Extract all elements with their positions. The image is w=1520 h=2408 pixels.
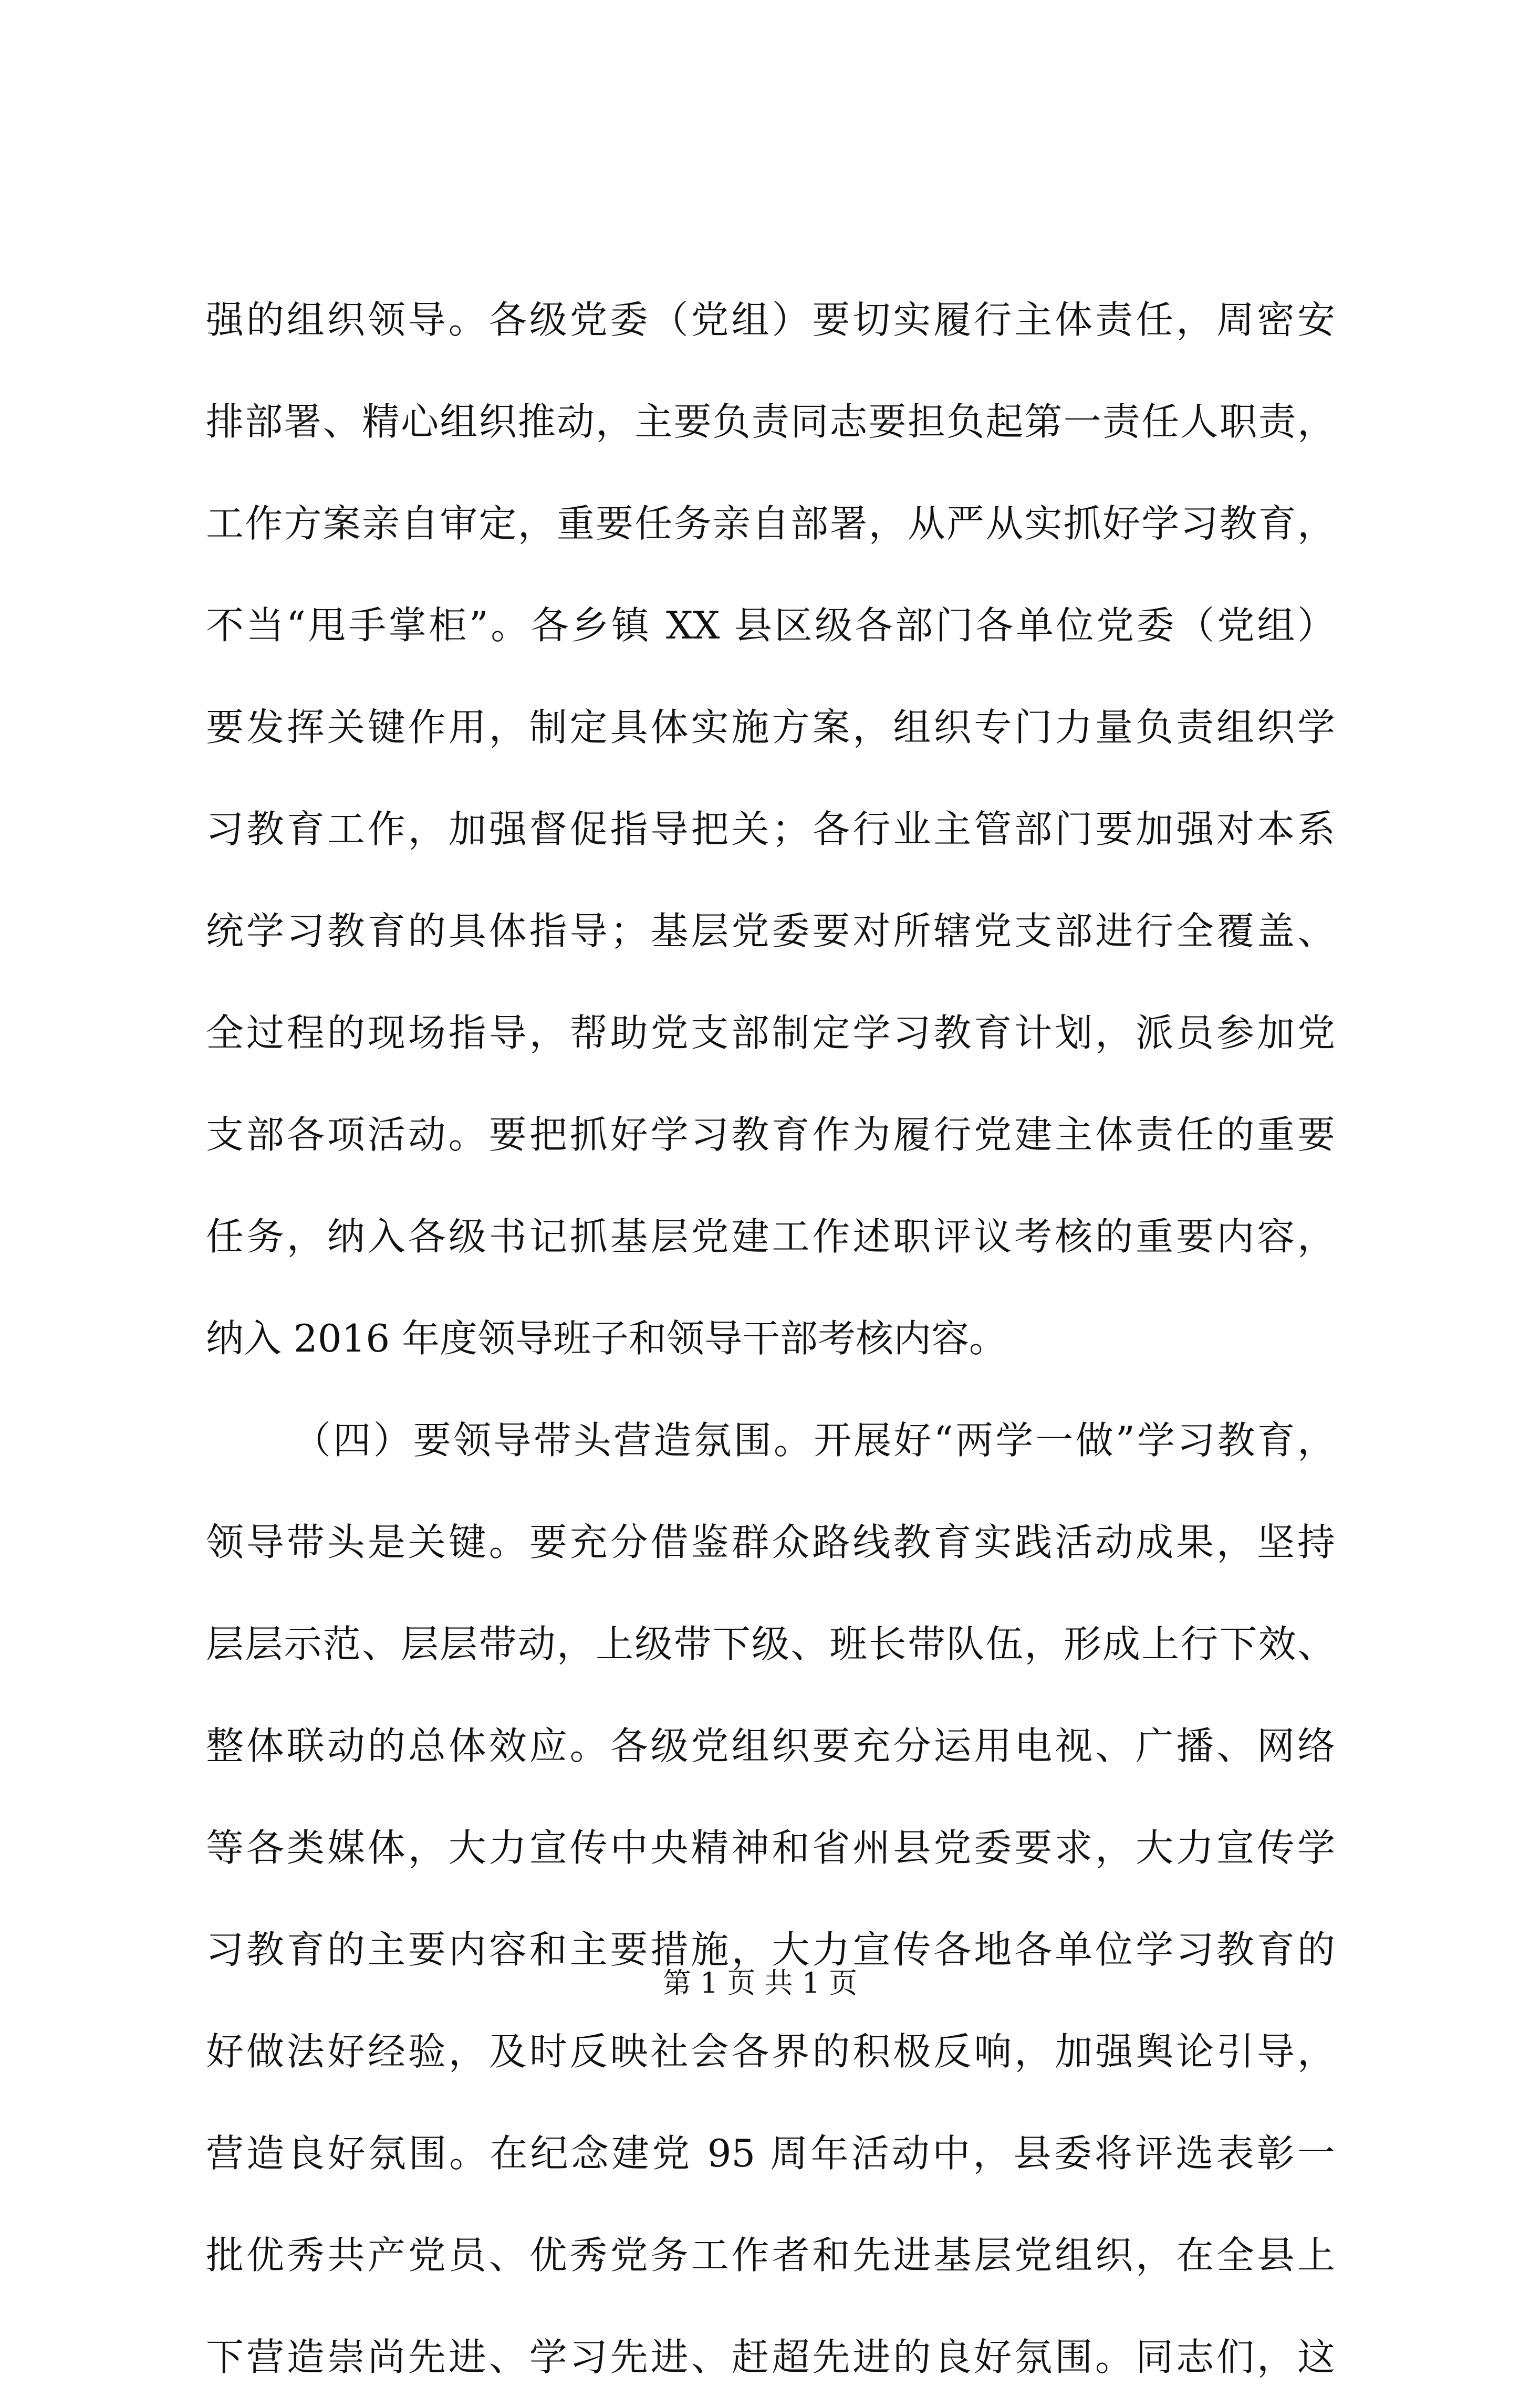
text-line: 排部署、精心组织推动，主要负责同志要担负起第一责任人职责， (206, 400, 1335, 444)
page-number-footer: 第 1 页 共 1 页 (662, 1966, 858, 1999)
text-line: 营造良好氛围。在纪念建党 95 周年活动中，县委将评选表彰一 (206, 2131, 1335, 2175)
text-line: 下营造崇尚先进、学习先进、赶超先进的良好氛围。同志们，这 (206, 2335, 1335, 2379)
text-line: 工作方案亲自审定，重要任务亲自部署，从严从实抓好学习教育， (206, 501, 1335, 546)
text-line: 批优秀共产党员、优秀党务工作者和先进基层党组织，在全县上 (206, 2233, 1335, 2277)
paragraph-end-line: 纳入 2016 年度领导班子和领导干部考核内容。 (206, 1316, 1007, 1360)
text-line: 层层示范、层层带动，上级带下级、班长带队伍，形成上行下效、 (206, 1622, 1335, 1666)
text-line: 等各类媒体，大力宣传中央精神和省州县党委要求，大力宣传学 (206, 1826, 1335, 1870)
text-line: 整体联动的总体效应。各级党组织要充分运用电视、广播、网络 (206, 1724, 1335, 1768)
text-line: 领导带头是关键。要充分借鉴群众路线教育实践活动成果，坚持 (206, 1520, 1335, 1564)
text-line: 习教育的主要内容和主要措施，大力宣传各地各单位学习教育的 (206, 1928, 1335, 1972)
text-line: 全过程的现场指导，帮助党支部制定学习教育计划，派员参加党 (206, 1011, 1335, 1055)
text-line: 支部各项活动。要把抓好学习教育作为履行党建主体责任的重要 (206, 1113, 1335, 1157)
text-line: 强的组织领导。各级党委（党组）要切实履行主体责任，周密安 (206, 298, 1335, 342)
text-line: 要发挥关键作用，制定具体实施方案，组织专门力量负责组织学 (206, 705, 1335, 749)
text-line: 任务，纳入各级书记抓基层党建工作述职评议考核的重要内容， (206, 1215, 1335, 1259)
document-body (206, 269, 1335, 2408)
text-line: 好做法好经验，及时反映社会各界的积极反响，加强舆论引导， (206, 2029, 1335, 2074)
text-line: 不当“甩手掌柜”。各乡镇 XX 县区级各部门各单位党委（党组） (206, 603, 1335, 647)
section-heading-line: （四）要领导带头营造氛围。开展好“两学一做”学习教育， (293, 1418, 1335, 1462)
text-line: 统学习教育的具体指导；基层党委要对所辖党支部进行全覆盖、 (206, 909, 1335, 953)
text-line: 习教育工作，加强督促指导把关；各行业主管部门要加强对本系 (206, 807, 1335, 851)
